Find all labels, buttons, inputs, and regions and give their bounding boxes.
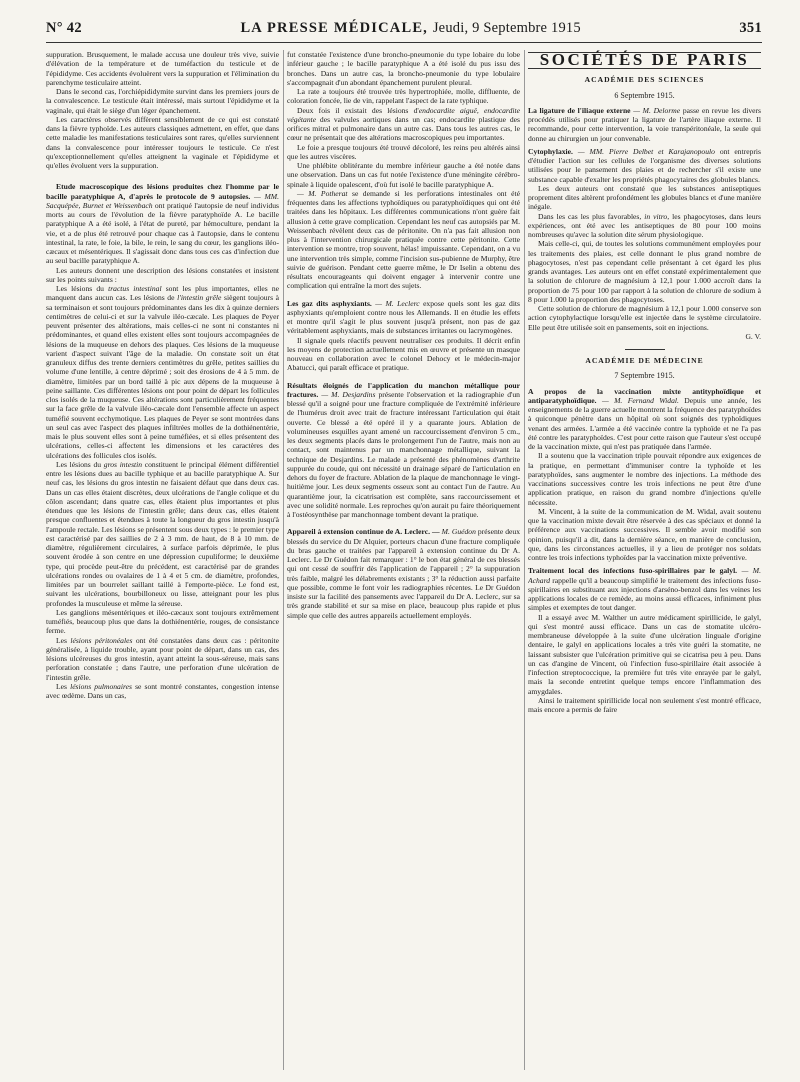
- divider: [625, 349, 665, 350]
- paragraph: M. Vincent, à la suite de la communication de M. Widal, avait soutenu que la vaccination mixte devait être réservée à des cas spéciaux et donné la préférence aux vaccinations successives. Il semble avoir modifié son opinion, puisqu'il a dit, dans la dernière séance, en manière de conclusion, que, dans les circonstances actuelles, il y a lieu de protéger nos soldats contre les trois infections typhoïdes par la vaccination mixte préventive.: [528, 506, 761, 562]
- paragraph: Il a soutenu que la vaccination triple pouvait répondre aux exigences de la pratique, en permettant d'immuniser contre la typhoïde et les paratyphoïdes, sans augmenter le nombre des injections. La méthode des vaccinations successives contre les trois infections ne peut être d'une application pratique, en raison du grand nombre d'injections qu'elle nécessite.: [528, 451, 761, 507]
- section-title: Etude macroscopique des lésions produites chez l'homme par le bacille paratyphique A, d'après le protocole de 9 autopsies.: [46, 182, 279, 201]
- section-heading: [46, 182, 279, 265]
- column-3: [528, 50, 761, 1070]
- paragraph: Ainsi le traitement spirillicide local non seulement s'est montré efficace, mais encore a permis de faire: [528, 695, 761, 714]
- paragraph: Résultats éloignés de l'application du manchon métallique pour fractures. — M. Desjardins présente l'observation et la radiographie d'un blessé qu'il a soigné pour une fracture compliquée de l'extrémité inférieure de l'humérus droit avec trait de fracture intéressant l'articulation qui était ouverte. Ce blessé a été opéré il y a quarante jours. Ablation de volumineuses esquilles ayant amené un raccourcissement d'environ 5 cm., les deux segments placés dans le prolongement l'un de l'autre, mais non au contact, sont maintenus par un manchonnage métallique, suivant la technique de Desjardins. Le malade a présenté des phénomènes d'arthrite suppurée du coude, qui ont nécessité un drainage séparé de l'articulation en dehors du foyer de fracture. Ablation de la plaque de manchonnage le vingt-huitième jour. Les deux segments osseux sont au contact l'un de l'autre. Au quarantième jour, la cicatrisation est complète, sans raccourcissement et avec une solidité normale. Les reproches qu'on aurait pu faire théoriquement à l'ostéosynthèse par manchonnage tombent devant la pratique.: [287, 380, 520, 519]
- signature: G. V.: [745, 331, 761, 341]
- journal-name: LA PRESSE MÉDICALE,: [240, 20, 429, 36]
- paragraph: Mais celle-ci, qui, de toutes les solutions communément employées pour les traitements des plaies, est celle donnant le plus grand nombre de phagocytoses, n'est pas cependant celle présentant à cet égard les plus grands avantages. Les auteurs ont en effet constaté expérimentalement que la solution de chlorure de magnésium à 12,1 pour 1.000 accroît dans la proportion de 75 pour 100 par rapport à la solution de chlorure de sodium à 8 pour 1.000 la proportion des phagocytoses.: [528, 239, 761, 304]
- paragraph: — M. Potherat se demande si les perforations intestinales ont été fréquentes dans les affections typhoïdiques ou paratyphoïdiques qui ont été traitées dans les hôpitaux. Les différentes communications n'ont guère fait allusion à cette grave complication. Cependant les neuf cas autopsiés par M. Weissenbach révèlent deux cas de péritonite. On n'a pas fait allusion non plus à l'intervention chirurgicale pratiquée contre cette péritonite. Cette intervention se montre, trop souvent, hélas! impuissante. Cependant, on a vu une intervention très simple, comme l'incision sus-pubienne de Murphy, être suivie de guérison. Pendant cette guerre même, le Dr Iselin a obtenu des résultats encourageants qui doivent engager à intervenir contre une complication qui entraîne la mort des sujets.: [287, 188, 520, 291]
- paragraph: Cytophylaxie. — MM. Pierre Delbet et Karajanopoulo ont entrepris d'étudier l'action sur les cellules de l'organisme des diverses solutions utilisées pour le pansement des plaies et de rechercher s'il existe une substance capable d'exalter les propriétés phagocytaires des globules blancs.: [528, 146, 761, 184]
- paragraph: Dans les cas les plus favorables, in vitro, les phagocytoses, dans leurs expériences, ont été avec les antiseptiques de 80 pour 100 moins nombreuses qu'avec la solution dite sérum physiologique.: [528, 211, 761, 239]
- paragraph: Les auteurs donnent une description des lésions constatées et insistent sur les points suivants :: [46, 265, 279, 284]
- academy-title: ACADÉMIE DE MÉDECINE: [585, 356, 704, 365]
- paragraph: A propos de la vaccination mixte antityphoïdique et antiparatyphoïdique. — M. Fernand Widal. Depuis une année, les enseignements de la guerre actuelle montrent la fréquence des paratyphoïdes à quiconque pénètre dans un hôpital où sont soignés des typhoïdiques venant des armées. L'armée a été vaccinée contre la typhoïde et ne l'a pas été contre les paratyphoïdes. C'est pour cette raison que l'auteur s'est occupé de la vaccination mixte, qui n'est pas pratiquée dans l'armée.: [528, 386, 761, 451]
- academy-title: ACADÉMIE DES SCIENCES: [584, 75, 705, 85]
- section-title: Les gaz dits asphyxiants.: [287, 298, 372, 308]
- section-title: Résultats éloignés de l'application du manchon métallique pour fractures.: [287, 380, 520, 399]
- paragraph: Appareil à extension continue de A. Leclerc. — M. Guédon présente deux blessés du service du Dr Alquier, porteurs chacun d'une fracture compliquée du bras gauche et traitées par l'appareil à extension continue du Dr A. Leclerc. Le Dr Guédon fait remarquer : 1° le bon état général de ces blessés qui ont cessé de souffrir dès l'application de l'appareil ; 2° la suppuration très faible, malgré les délabrements existants ; 3° la réduction aussi parfaite que possible, comme le font voir les radiographies récentes. Le Dr Guédon insiste sur la facilité des pansements avec l'appareil du Dr A. Leclerc, sur sa très grande stabilité et sur sa mise en place, beaucoup plus rapide et plus simple que celle des autres appareils actuellement employés.: [287, 527, 520, 620]
- paragraph: fut constatée l'existence d'une broncho-pneumonie du type lobaire du lobe inférieur gauche ; le bacille paratyphique A a été isolé du pus issu des bronches. Dans un autre cas, la broncho-pneumonie du type lobulaire s'accompagnait d'un abondant épanchement purulent pleural.: [287, 50, 520, 87]
- section-title: La ligature de l'iliaque externe: [528, 105, 631, 115]
- columns: [46, 50, 762, 1070]
- column-2: [287, 50, 520, 1070]
- paragraph: ont pratiqué l'autopsie de neuf individus morts au cours de l'évolution de la fièvre paratyphoïde A. Le bacille paratyphique A a été isolé, à l'état de pureté, par hémoculture, pendant la vie, et a de plus été retrouvé pour chaque cas à l'autopsie, dans le contenu intestinal, la rate, le foie, la bile, le rein, le sang du cœur, les ganglions iléo-cæcaux et mésentériques. Il s'agissait donc dans tous ces cas d'infection due au seul bacille paratyphique A.: [46, 200, 279, 266]
- paragraph: Les lésions pulmonaires se sont montré constantes, congestion intense avec œdème. Dans un cas,: [46, 681, 279, 700]
- paragraph: Les caractères observés diffèrent sensiblement de ce qui est constaté dans la fièvre typhoïde. Les auteurs classiques admettent, en effet, que dans cette maladie les manifestations testiculaires sont rares, qu'elles surviennent dans la convalescence pour intéresser toujours le testicule. Ce n'est qu'exceptionnellement qu'elles atteignent la vaginale et l'épididyme et qu'elles évoluent vers la suppuration.: [46, 114, 279, 170]
- header-rule: [46, 42, 762, 43]
- paragraph: Les lésions du tractus intestinal sont les plus importantes, elles ne manquent dans aucun cas. Les lésions de l'intestin grêle siègent toujours à sa terminaison et sont toujours prédominantes dans les dix à quinze derniers centimètres de celui-ci et sur la valvule iléo-cæcale. Les plaques de Peyer peuvent présenter des altérations, mais celles-ci ne sont ni constantes ni prédominantes, et quand elles existent elles sont toujours accompagnées de lésions de la muqueuse en dehors des plaques. Ces lésions de la muqueuse varient d'aspect suivant l'âge de la maladie. On constate soit un état granuleux diffus des trente derniers centimètres du grêle, petites saillies du volume d'une lentille, à centre déprimé ; soit des érosions de 4 à 5 mm. de diamètre, limitées par un bord taillé à pic aux dépens de la muqueuse à peine saillante. Ces différentes lésions ont pour point de départ les follicules clos isolés de la muqueuse. Ces altérations sont particulièrement fréquentes sur la face grêle de la valvule iléo-cæcale dont l'ensemble affecte un aspect tuméfié souvent ecchymotique. Les plaques de Peyer se sont montrées dans un seul cas avec l'aspect des plaques infiltrées molles de la dothiénentérie, mais le plus souvent elles sont à peine tuméfiées, et si elles présentent des ulcérations, celles-ci affectent les dimensions et les caractères des ulcérations des follicules clos isolés.: [46, 284, 279, 460]
- paragraph: La ligature de l'iliaque externe — M. Delorme passe en revue les divers procédés utilisés pour pratiquer la ligature de l'artère iliaque externe. Il recommande, pour cette intervention, la voie transpéritonéale, la seule qui donne au chirurgien un jour convenable.: [528, 105, 761, 143]
- paragraph: Le foie a presque toujours été trouvé décoloré, les reins peu altérés ainsi que les autres viscères.: [287, 142, 520, 161]
- page-number: 351: [739, 20, 762, 36]
- section-title: A propos de la vaccination mixte antityphoïdique et antiparatyphoïdique.: [528, 386, 761, 405]
- page-header: [46, 20, 762, 42]
- paragraph: Traitement local des infections fuso-spirillaires par le galyl. — M. Achard rappelle qu'il a beaucoup simplifié le traitement des infections fuso-spirillaires en substituant aux injections d'arséno-benzol dans les veines les applications locales de ce remède, au moins aussi efficaces, infiniment plus simples et exemptes de tout danger.: [528, 566, 761, 613]
- section-title: Traitement local des infections fuso-spirillaires par le galyl.: [528, 566, 738, 576]
- section-title: Cytophylaxie.: [528, 146, 573, 156]
- section-author: — MM. Pierre Delbet et Karajanopoulo: [577, 146, 715, 156]
- paragraph: Cette solution de chlorure de magnésium à 12,1 pour 1.000 conserve son action cytophylactique lorsqu'elle est injectée dans le système circulatoire. Elle peut être utilisée soit en pansements, soit en injections.: [528, 304, 761, 332]
- section-author: — M. Fernand Widal.: [601, 395, 679, 405]
- paragraph: La rate a toujours été trouvée très hypertrophiée, molle, diffluente, de coloration foncée, lie de vin, rappelant l'aspect de la rate typhique.: [287, 87, 520, 106]
- section-title: Appareil à extension continue de A. Leclerc. —: [287, 527, 440, 537]
- section-banner: SOCIÉTÉS DE PARIS: [528, 52, 761, 69]
- paragraph: Les ganglions mésentériques et iléo-cæcaux sont toujours extrêmement tuméfiés, beaucoup plus que dans la dothiénentérie, rouges, de consistance ferme.: [46, 607, 279, 636]
- section-author: — M. Leclerc: [375, 298, 420, 308]
- journal-title: [240, 20, 580, 37]
- issue-date: Jeudi, 9 Septembre 1915: [432, 20, 581, 36]
- paragraph: suppuration. Brusquement, le malade accusa une douleur très vive, suivie d'élévation de la température et de tuméfaction du testicule et de l'épididyme. Ces accidents évoluèrent vers la suppuration et l'élimination du parenchyme testiculaire atteint.: [46, 50, 279, 87]
- section-author: — M. Desjardins: [321, 389, 376, 399]
- paragraph: Les lésions péritonéales ont été constatées dans deux cas : péritonite généralisée, à liquide trouble, ayant pour point de départ, dans un cas, des lésions ulcéreuses du gros intestin, ayant atteint la sous-séreuse, mais sans perforation constatée ; dans l'autre, une perforation d'une ulcération de l'intestin grêle.: [46, 635, 279, 682]
- paragraph: Il signale quels réactifs peuvent neutraliser ces produits. Il décrit enfin les moyens de protection actuellement mis en œuvre et présente un masque nouveau en collaboration avec le colonel Dehocy et le médecin-major Abatucci, qui paraît efficace et pratique.: [287, 335, 520, 373]
- paragraph: Dans le second cas, l'orchiépididymite survint dans les premiers jours de la convalescence. Le testicule était intéressé, mais surtout l'épididyme et la vaginale, qui était le siège d'un léger épanchement.: [46, 87, 279, 115]
- section-author: — M. Achard: [528, 566, 761, 585]
- column-1: [46, 50, 279, 1070]
- paragraph: Une phlébite oblitérante du membre inférieur gauche a été notée dans une observation. Dans un cas fut notée l'existence d'une méningite cérébro-spinale à liquide opalescent, d'où fut isolé le bacille paratyphique A.: [287, 161, 520, 189]
- paragraph: Les lésions du gros intestin constituent le principal élément différentiel entre les lésions dues au bacille typhique et au bacille paratyphique A. Sur neuf cas, les lésions du gros intestin ne faisaient défaut que dans deux cas. Dans un cas elles étaient discrètes, deux ulcérations de l'angle colique et du côlon ascendant; dans quatre cas, elles étaient plus importantes et plus étendues que les lésions de l'intestin grêle; dans deux cas, elles étaient presque confluentes et étendues à toute la longueur du gros intestin jusqu'à l'ampoule rectale. Les lésions se présentent sous deux types : le premier type est caractérisé par des saillies de 2 à 3 mm. de haut, de 8 à 10 mm. de diamètre, régulièrement circulaires, à surface parfois déprimée, le plus souvent érodée à son centre en une dépression cupuliforme; le deuxième type, qui procède peut-être du précédent, est caractérisé par de grandes ulcérations rondes ou ovalaires de 1 à 4 et 5 cm. de diamètre, profondes, limitées par un bourrelet saillant taillé à l'emporte-pièce. Le fond est, suivant les ulcérations, bourbilloneux ou lisse, atteignant pour les plus profondes la musculeuse et même la séreuse.: [46, 459, 279, 608]
- paragraph: Il a essayé avec M. Walther un autre médicament spirillicide, le galyl, qui s'est montré aussi efficace. Dans un cas de stomatite ulcéro-membraneuse développée à la suite d'une ulcération linguale d'origine dentaire, le galyl en applications locales a très vite guéri la stomatite, ne laissant subsister que l'ulcération primitive qui se cicatrisa peu à peu. Dans un cas d'angine de Vincent, où l'infection fuso-spirillaire était associée à l'infection streptococcique, la première fut très vite enrayée par le galyl, mais la seconde entretint quelque temps encore l'inflammation des amygdales.: [528, 612, 761, 696]
- section-author: — MM. Sacquépée, Burnet et Weissenbach: [46, 191, 279, 210]
- paragraph: Les deux auteurs ont constaté que les substances antiseptiques proprement dites altèrent profondément les globules blancs et d'une manière inégale.: [528, 183, 761, 212]
- section-author: M. Guédon: [441, 527, 476, 537]
- section-author: — M. Potherat: [297, 188, 348, 198]
- section-author: — M. Delorme: [633, 105, 681, 115]
- paragraph: Deux fois il existait des lésions d'endocardite aiguë, endocardite végétante des valvules aortiques dans un cas; endocardite plastique des orifices mitral et pulmonaire dans un autre cas. Dans tous les autres cas, le cœur ne présentait que des altérations macroscopiques peu importantes.: [287, 105, 520, 143]
- issue-number: N° 42: [46, 20, 82, 36]
- academy-date: 7 Septembre 1915.: [614, 371, 675, 381]
- academy-date: 6 Septembre 1915.: [614, 90, 675, 100]
- paragraph: Les gaz dits asphyxiants. — M. Leclerc expose quels sont les gaz dits asphyxiants qu'emploient contre nous les Allemands. Il en étudie les effets et montre qu'il s'agit le plus souvent jusqu'à présent, non pas de gaz véritablement asphyxiants, mais de substances irritantes ou lacrymogènes.: [287, 298, 520, 336]
